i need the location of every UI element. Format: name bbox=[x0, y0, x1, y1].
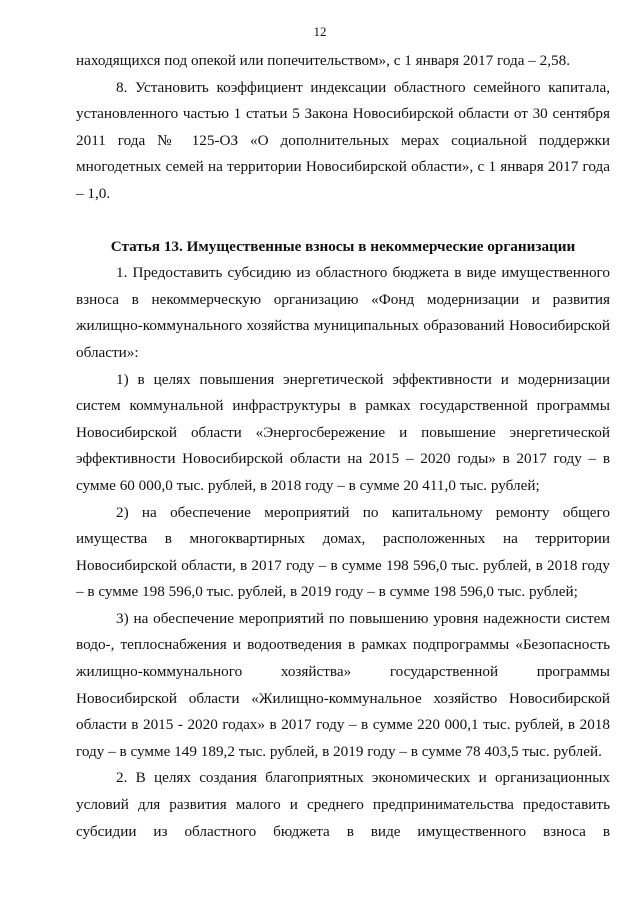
article-13-subpoint-2: 2) на обеспечение мероприятий по капитальному ремонту общего имущества в многоквартирных домах, расположенных на территории Новосибирской области, в 2017 году – в сумме 198 596,0 тыс. рублей, в 2018 году – в сумме 198 596,0 тыс. рублей, в 2019 году – в сумме 198 596,0 тыс. рублей; bbox=[76, 503, 610, 601]
continuation-paragraph: находящихся под опекой или попечительством», с 1 января 2017 года – 2,58. bbox=[76, 52, 571, 69]
document-body bbox=[76, 48, 610, 845]
article-13-heading: Статья 13. Имущественные взносы в некоммерческие организации bbox=[110, 237, 576, 255]
article-13-subpoint-1: 1) в целях повышения энергетической эффективности и модернизации систем коммунальной инфраструктуры в рамках государственной программы Новосибирской области «Энергосбережение и повышение энергетической эффективности Новосибирской области на 2015 – 2020 годы» в 2017 году – в сумме 60 000,0 тыс. рублей, в 2018 году – в сумме 20 411,0 тыс. рублей; bbox=[76, 370, 610, 494]
article-13-subpoint-3: 3) на обеспечение мероприятий по повышению уровня надежности систем водо-, теплоснабжения и водоотведения в рамках подпрограммы «Безопасность жилищно-коммунального хозяйства» государственной программы Новосибирской области «Жилищно-коммунальное хозяйство Новосибирской области в 2015 - 2020 годах» в 2017 году – в сумме 220 000,1 тыс. рублей, в 2018 году – в сумме 149 189,2 тыс. рублей, в 2019 году – в сумме 78 403,5 тыс. рублей. bbox=[76, 609, 610, 760]
article-13-point-2: 2. В целях создания благоприятных экономических и организационных условий для развития малого и среднего предпринимательства предоставить субсидии из областного бюджета в виде имущественного взноса в bbox=[76, 769, 610, 840]
page-number: 12 bbox=[313, 24, 327, 39]
item-8-paragraph: 8. Установить коэффициент индексации областного семейного капитала, установленного частью 1 статьи 5 Закона Новосибирской области от 30 сентября 2011 года № 125-ОЗ «О дополнительных мерах социальной поддержки многодетных семей на территории Новосибирской области», с 1 января 2017 года – 1,0. bbox=[76, 78, 610, 202]
article-13-point-1: 1. Предоставить субсидию из областного бюджета в виде имущественного взноса в некоммерческую организацию «Фонд модернизации и развития жилищно-коммунального хозяйства муниципальных образований Новосибирской области»: bbox=[76, 264, 610, 361]
